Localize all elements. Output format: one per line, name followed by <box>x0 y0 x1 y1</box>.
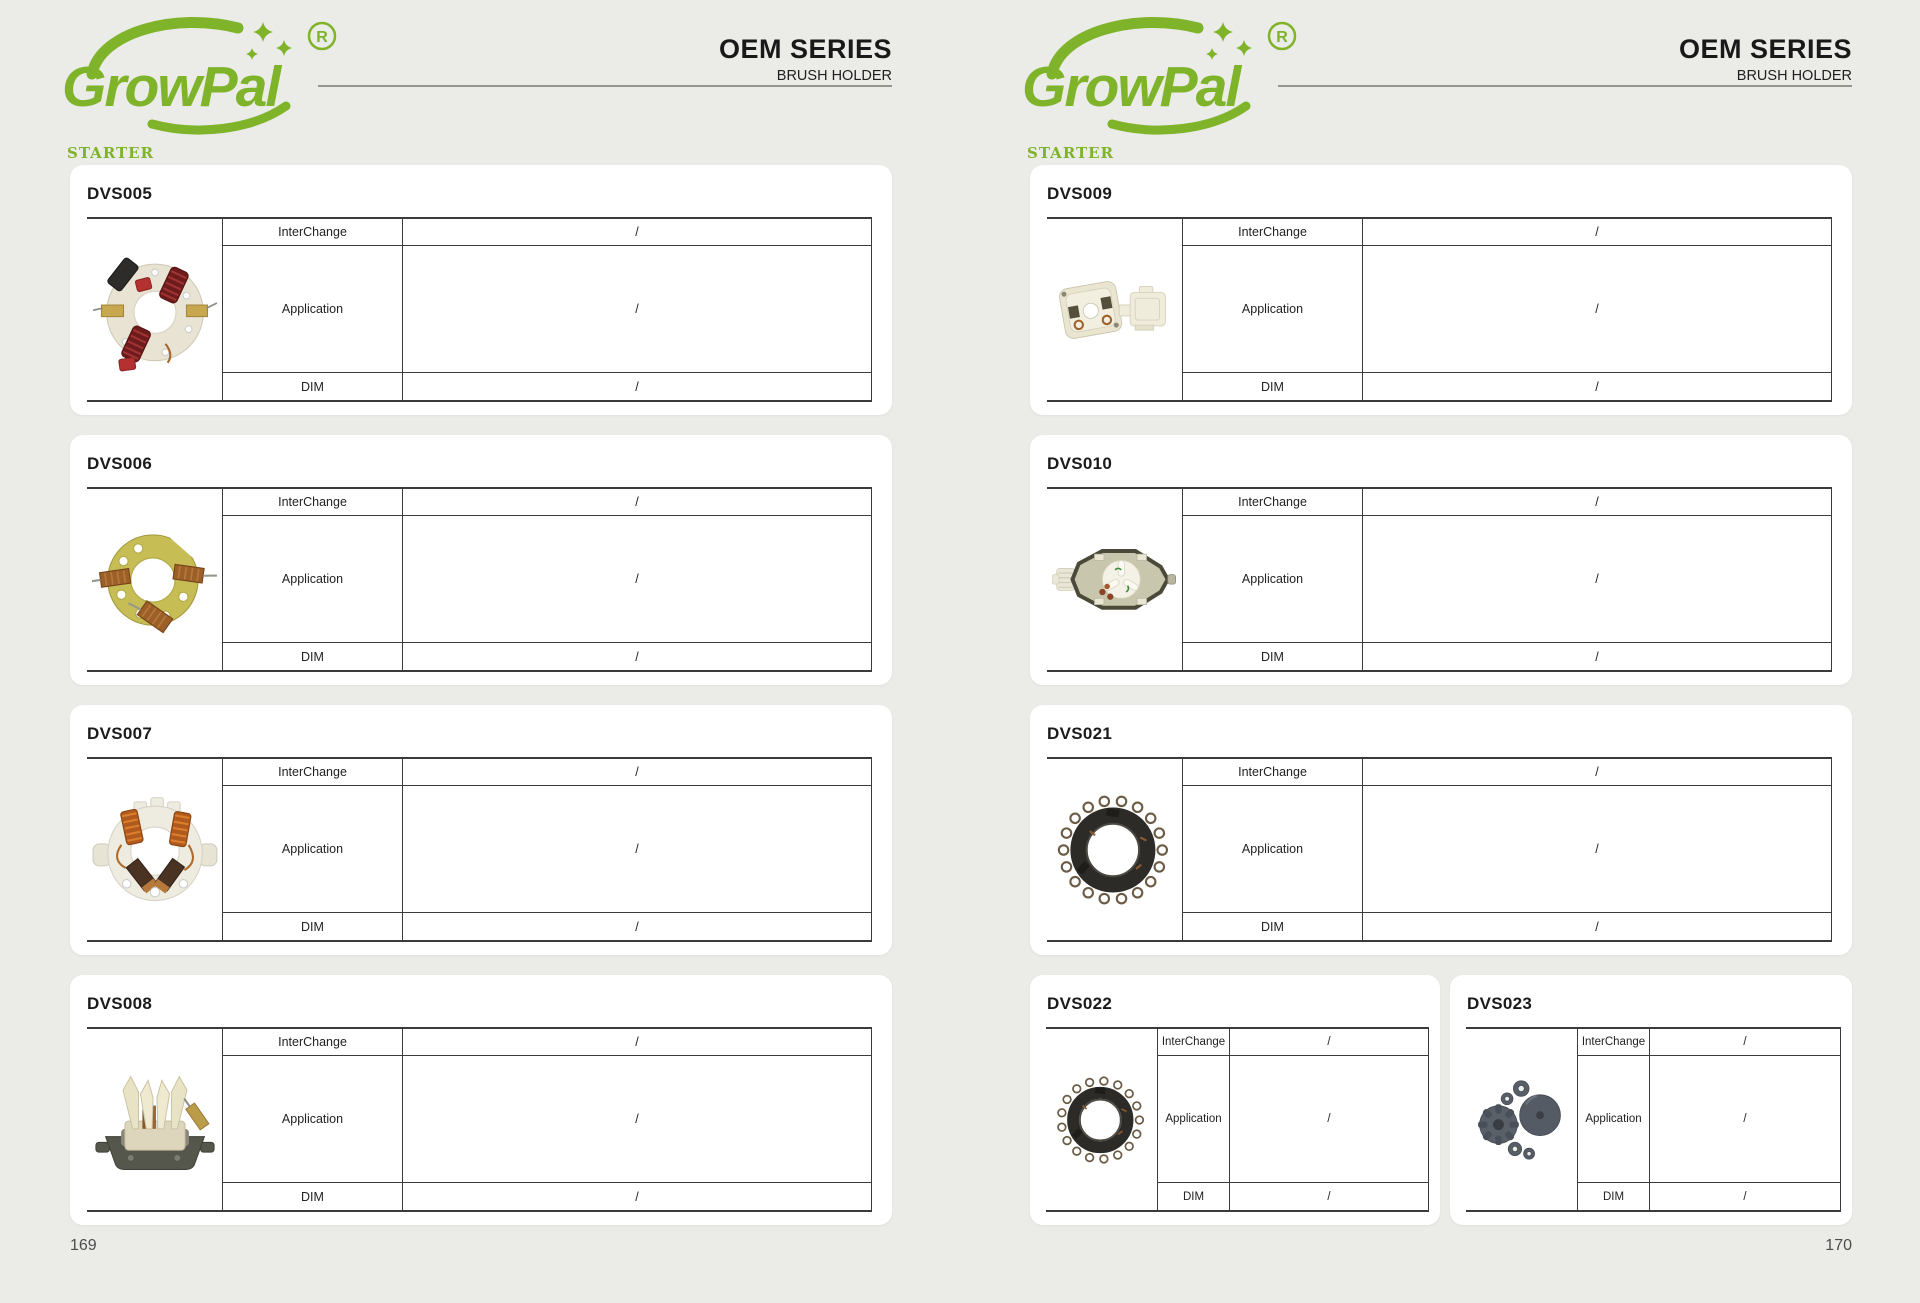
row-label-dim: DIM <box>223 913 403 940</box>
product-spec-table <box>1046 1027 1429 1212</box>
growpal-logo <box>56 8 366 138</box>
series-subtitle: BRUSH HOLDER <box>776 68 892 84</box>
catalog-page-left <box>62 0 892 1303</box>
row-value-interchange: / <box>1363 219 1831 246</box>
product-card-dvs022 <box>1030 975 1440 1225</box>
product-spec-table <box>1466 1027 1841 1212</box>
product-photo-dvs023 <box>1471 1076 1573 1162</box>
registered-trademark-icon <box>309 23 335 49</box>
logo-wordmark: GrowPal <box>62 55 280 119</box>
row-value-dim: / <box>635 379 639 394</box>
row-label-dim: DIM <box>1158 1183 1230 1210</box>
product-photo-dvs008 <box>92 1061 218 1177</box>
product-code: DVS023 <box>1467 994 1533 1013</box>
row-label-application: Application <box>1158 1056 1230 1183</box>
product-photo-cell <box>1047 219 1183 400</box>
row-value-application: / <box>403 786 871 913</box>
row-value-application: / <box>403 246 871 373</box>
growpal-logo-graphic <box>56 8 366 138</box>
product-card-dvs021 <box>1030 705 1852 955</box>
product-photo-dvs021 <box>1052 787 1178 913</box>
product-code: DVS005 <box>87 184 153 203</box>
row-label-application: Application <box>1183 516 1363 643</box>
series-title: OEM SERIES <box>718 34 892 64</box>
product-spec-table <box>87 217 872 402</box>
row-label-application: Application <box>223 1056 403 1183</box>
row-label-interchange: InterChange <box>1183 489 1363 516</box>
product-spec-table <box>1047 217 1832 402</box>
product-photo-cell <box>87 759 223 940</box>
row-label-interchange: InterChange <box>1578 1029 1650 1056</box>
row-value-interchange: / <box>1363 759 1831 786</box>
row-label-dim: DIM <box>223 373 403 400</box>
product-spec-table <box>87 757 872 942</box>
product-photo-cell <box>1046 1029 1158 1210</box>
row-label-application: Application <box>223 786 403 913</box>
card-list <box>1030 165 1852 1225</box>
row-value-application: / <box>1230 1056 1428 1183</box>
row-label-interchange: InterChange <box>1183 219 1363 246</box>
row-label-interchange: InterChange <box>1183 759 1363 786</box>
catalog-page-right <box>1022 0 1852 1303</box>
product-card-dvs008 <box>70 975 892 1225</box>
product-spec-table <box>87 1027 872 1212</box>
series-subtitle: BRUSH HOLDER <box>1736 68 1852 84</box>
row-value-interchange: / <box>403 489 871 516</box>
product-photo-cell <box>1047 759 1183 940</box>
product-card-dvs006 <box>70 435 892 685</box>
row-label-interchange: InterChange <box>1158 1029 1230 1056</box>
row-value-interchange: / <box>403 219 871 246</box>
row-label-dim: DIM <box>223 643 403 670</box>
row-value-dim: / <box>635 919 639 934</box>
product-code: DVS021 <box>1047 724 1113 743</box>
product-code: DVS007 <box>87 724 153 743</box>
product-card-dvs009 <box>1030 165 1852 415</box>
row-value-dim: / <box>1743 1190 1747 1203</box>
header-rule <box>318 85 892 87</box>
product-card-dvs007 <box>70 705 892 955</box>
product-card-dvs005 <box>70 165 892 415</box>
growpal-logo <box>1016 8 1326 138</box>
row-value-dim: / <box>1327 1190 1331 1203</box>
half-card-row <box>1030 975 1852 1225</box>
row-value-application: / <box>1650 1056 1840 1183</box>
row-value-interchange: / <box>403 1029 871 1056</box>
product-photo-cell <box>87 1029 223 1210</box>
svg-text:R: R <box>1276 29 1288 46</box>
product-code: DVS010 <box>1047 454 1113 473</box>
product-photo-cell <box>87 219 223 400</box>
product-code: DVS022 <box>1047 994 1113 1013</box>
card-list <box>70 165 892 1225</box>
row-value-interchange: / <box>403 759 871 786</box>
row-label-interchange: InterChange <box>223 489 403 516</box>
series-title: OEM SERIES <box>1678 34 1852 64</box>
series-block <box>719 34 892 84</box>
row-value-dim: / <box>1595 919 1599 934</box>
registered-trademark-icon <box>1269 23 1295 49</box>
row-value-interchange: / <box>1363 489 1831 516</box>
svg-text:R: R <box>316 29 328 46</box>
page-number: 169 <box>70 1237 97 1254</box>
row-label-dim: DIM <box>1183 913 1363 940</box>
row-label-application: Application <box>1183 246 1363 373</box>
product-photo-dvs005 <box>92 241 218 378</box>
product-code: DVS008 <box>87 994 153 1013</box>
row-label-application: Application <box>1183 786 1363 913</box>
product-photo-dvs022 <box>1051 1069 1153 1171</box>
row-value-application: / <box>403 516 871 643</box>
series-block <box>1679 34 1852 84</box>
product-photo-cell <box>1047 489 1183 670</box>
row-value-dim: / <box>1595 379 1599 394</box>
page-number: 170 <box>1825 1237 1852 1254</box>
row-value-interchange: / <box>1230 1029 1428 1056</box>
product-code: DVS006 <box>87 454 153 473</box>
section-label-starter: STARTER <box>67 144 155 162</box>
product-photo-dvs006 <box>92 517 218 643</box>
product-spec-table <box>1047 757 1832 942</box>
growpal-logo-graphic <box>1016 8 1326 138</box>
row-value-dim: / <box>1595 649 1599 664</box>
product-photo-cell <box>87 489 223 670</box>
row-label-interchange: InterChange <box>223 219 403 246</box>
row-label-dim: DIM <box>1578 1183 1650 1210</box>
product-card-dvs023 <box>1450 975 1852 1225</box>
logo-wordmark: GrowPal <box>1022 55 1240 119</box>
product-card-dvs010 <box>1030 435 1852 685</box>
row-label-dim: DIM <box>1183 373 1363 400</box>
section-label-starter: STARTER <box>1027 144 1115 162</box>
product-spec-table <box>87 487 872 672</box>
product-spec-table <box>1047 487 1832 672</box>
row-label-application: Application <box>1578 1056 1650 1183</box>
product-photo-dvs009 <box>1052 268 1178 352</box>
row-label-interchange: InterChange <box>223 1029 403 1056</box>
row-label-application: Application <box>223 516 403 643</box>
row-value-dim: / <box>635 649 639 664</box>
row-label-dim: DIM <box>1183 643 1363 670</box>
product-photo-dvs010 <box>1052 540 1178 619</box>
row-value-application: / <box>403 1056 871 1183</box>
row-value-dim: / <box>635 1189 639 1204</box>
product-code: DVS009 <box>1047 184 1113 203</box>
row-value-application: / <box>1363 246 1831 373</box>
row-label-application: Application <box>223 246 403 373</box>
product-photo-dvs007 <box>92 784 218 915</box>
product-photo-cell <box>1466 1029 1578 1210</box>
row-label-dim: DIM <box>223 1183 403 1210</box>
row-value-application: / <box>1363 786 1831 913</box>
header-rule <box>1278 85 1852 87</box>
row-value-application: / <box>1363 516 1831 643</box>
row-value-interchange: / <box>1650 1029 1840 1056</box>
row-label-interchange: InterChange <box>223 759 403 786</box>
